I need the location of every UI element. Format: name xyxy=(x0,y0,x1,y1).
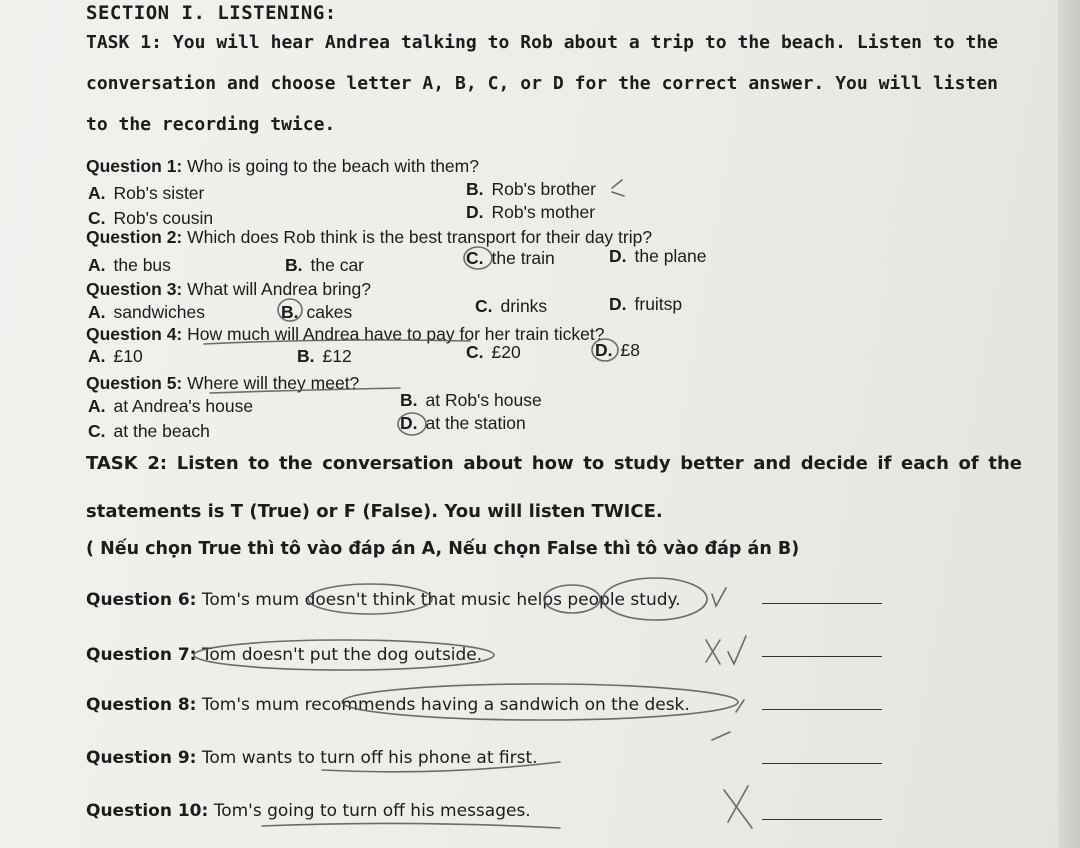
question-text: How much will Andrea have to pay for her train ticket? xyxy=(187,324,605,344)
question-label: Question 4: xyxy=(86,324,183,344)
option-1b[interactable]: B. Rob's brother xyxy=(466,179,597,199)
option-2c[interactable]: C. the train xyxy=(466,248,555,268)
question-8: Question 8: Tom's mum recommends having a sandwich on the desk. xyxy=(86,695,690,715)
option-4a[interactable]: A. £10 xyxy=(88,346,143,366)
question-label: Question 3: xyxy=(86,279,183,299)
question-text: Where will they meet? xyxy=(187,373,360,393)
option-5b[interactable]: B. at Rob's house xyxy=(400,390,542,410)
task1-instruction: TASK 1: You will hear Andrea talking to Rob about a trip to the beach. Listen to the conversation and choose letter A, B, C, or D for the correct answer. You will listen to the recording twice. xyxy=(86,32,998,135)
answer-blank-8[interactable] xyxy=(762,709,882,710)
option-2b[interactable]: B. the car xyxy=(285,255,364,275)
option-4d[interactable]: D. £8 xyxy=(595,340,640,360)
question-text: What will Andrea bring? xyxy=(187,279,371,299)
answer-blank-10[interactable] xyxy=(762,819,882,820)
option-5d[interactable]: D. at the station xyxy=(400,413,526,433)
question-10: Question 10: Tom's going to turn off his messages. xyxy=(86,801,531,821)
option-2d[interactable]: D. the plane xyxy=(609,246,707,266)
question-3 xyxy=(86,279,371,300)
option-2a[interactable]: A. the bus xyxy=(88,255,171,275)
option-3d[interactable]: D. fruitsp xyxy=(609,294,683,314)
question-4 xyxy=(86,324,604,345)
page-edge xyxy=(1058,0,1080,848)
question-text: Who is going to the beach with them? xyxy=(187,156,479,176)
question-label: Question 2: xyxy=(86,227,183,247)
question-6: Question 6: Tom's mum doesn't think that music helps people study. xyxy=(86,590,681,610)
option-4c[interactable]: C. £20 xyxy=(466,342,521,362)
option-3a[interactable]: A. sandwiches xyxy=(88,302,205,322)
question-5 xyxy=(86,373,359,394)
option-5a[interactable]: A. at Andrea's house xyxy=(88,396,254,416)
question-9: Question 9: Tom wants to turn off his phone at first. xyxy=(86,748,538,768)
option-3c[interactable]: C. drinks xyxy=(475,296,548,316)
option-1d[interactable]: D. Rob's mother xyxy=(466,202,596,222)
section-title: SECTION I. LISTENING: xyxy=(86,2,337,24)
option-1c[interactable]: C. Rob's cousin xyxy=(88,208,214,228)
question-label: Question 1: xyxy=(86,156,183,176)
answer-blank-7[interactable] xyxy=(762,656,882,657)
question-1 xyxy=(86,156,479,177)
question-7: Question 7: Tom doesn't put the dog outside. xyxy=(86,645,483,665)
question-2 xyxy=(86,227,652,248)
option-5c[interactable]: C. at the beach xyxy=(88,421,210,441)
answer-blank-6[interactable] xyxy=(762,603,882,604)
task2-instruction: TASK 2: Listen to the conversation about how to study better and decide if each of the statements is T (True) or F (False). You will listen TWICE. xyxy=(86,453,1022,522)
question-label: Question 5: xyxy=(86,373,183,393)
answer-blank-9[interactable] xyxy=(762,763,882,764)
option-4b[interactable]: B. £12 xyxy=(297,346,352,366)
question-text: Which does Rob think is the best transport for their day trip? xyxy=(187,227,653,247)
answer-note: ( Nếu chọn True thì tô vào đáp án A, Nếu chọn False thì tô vào đáp án B) xyxy=(86,539,800,559)
option-1a[interactable]: A. Rob's sister xyxy=(88,183,205,203)
option-3b[interactable]: B. cakes xyxy=(281,302,353,322)
